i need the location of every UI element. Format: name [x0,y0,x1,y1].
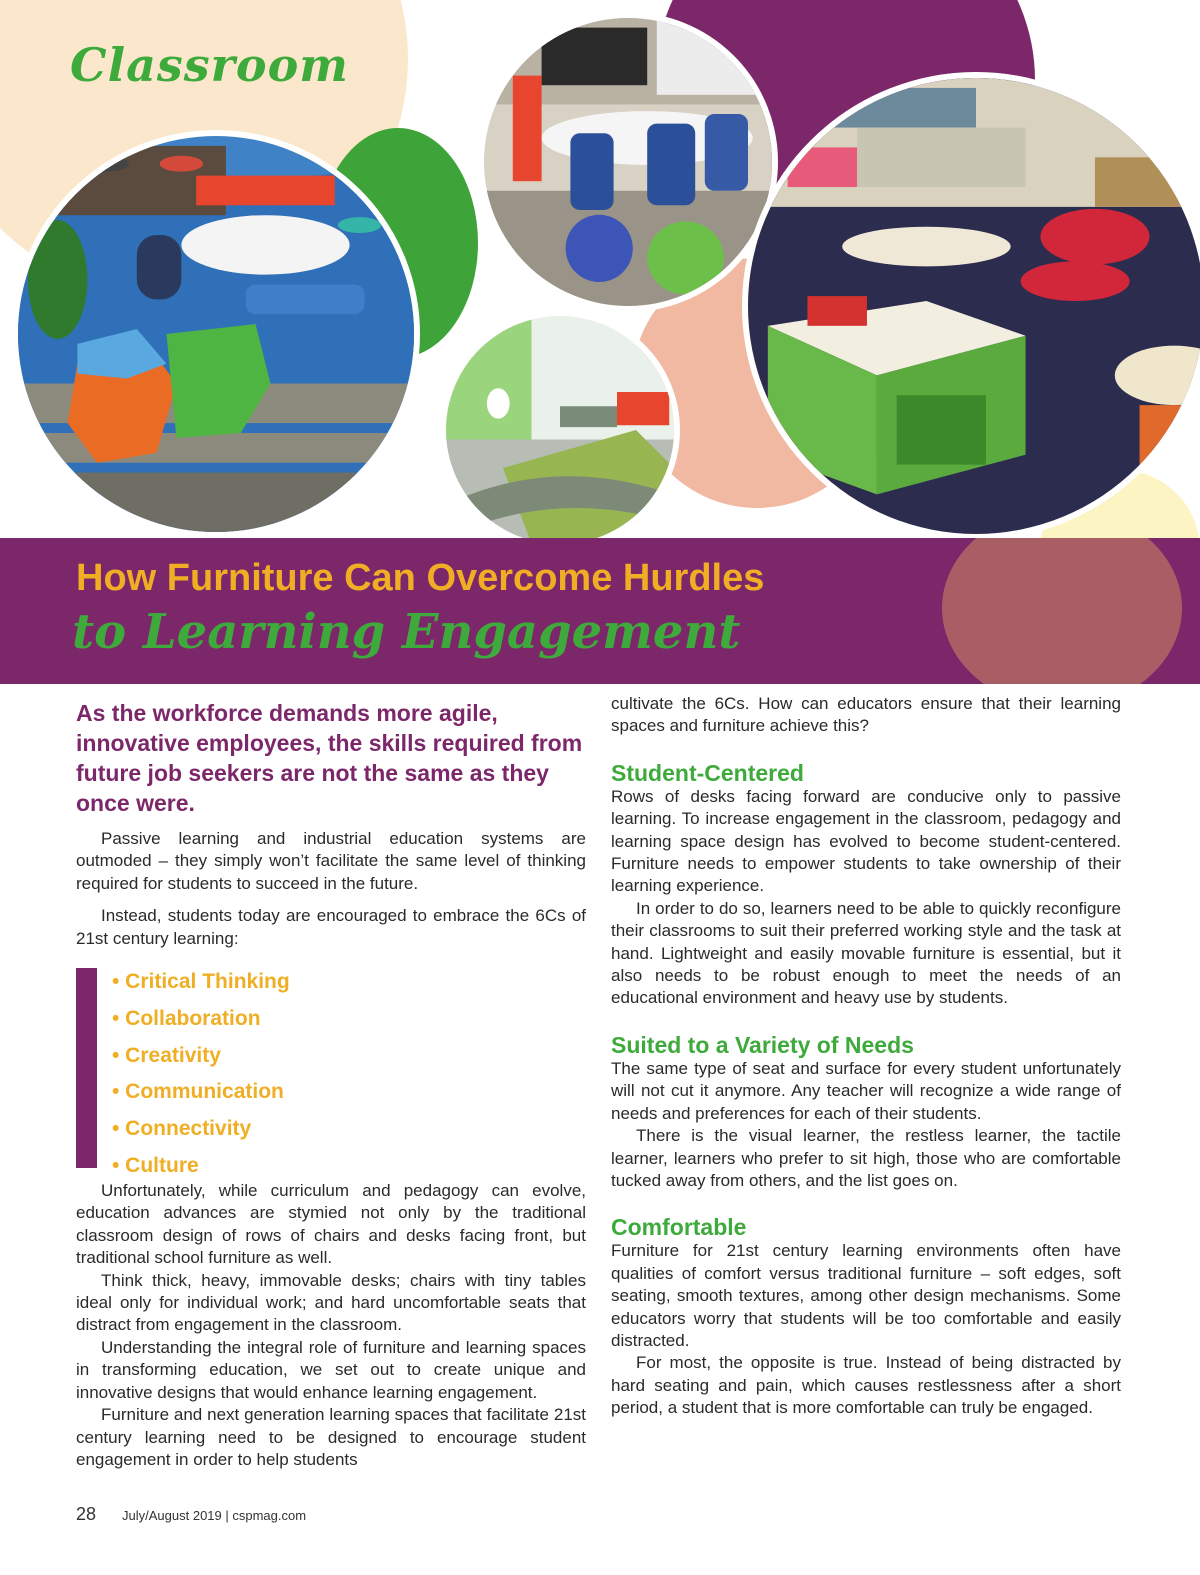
banner-circle-decoration [942,538,1182,684]
headline-banner [0,538,1200,684]
page-number: 28 [76,1504,97,1524]
page-footer [76,1504,306,1525]
body-paragraph: Instead, students today are encouraged to embrace the 6Cs of 21st century learning: [76,906,586,948]
body-paragraph: For most, the opposite is true. Instead of being distracted by hard seating and pain, which causes restlessness after a short period, a student that is more comfortable can truly be engaged. [611,1353,1121,1418]
headline-line-1: How Furniture Can Overcome Hurdles [76,557,765,599]
subheading-student-centered: Student-Centered [611,759,804,786]
body-paragraph: Furniture and next generation learning spaces that facilitate 21st century learning need to be designed to encourage student engagement in order to help students [76,1405,586,1469]
list-item: • Collaboration [112,1006,261,1030]
body-paragraph: The same type of seat and surface for every student unfortunately will not cut it anymore. Any teacher will recognize a wide range of needs and preferences for each of their students. [611,1058,1121,1123]
list-item: • Communication [112,1080,284,1104]
body-paragraph: Furniture for 21st century learning environments often have qualities of comfort versus traditional furniture – soft edges, soft seating, smooth textures, among other design mechanisms. Some educators worry that students will be too comfortable and easily distracted. [611,1241,1121,1350]
lead-paragraph: As the workforce demands more agile, innovative employees, the skills required from future job seekers are not the same as they once were. [76,700,583,816]
list-item: • Creativity [112,1043,221,1067]
six-cs-list [76,964,586,1176]
body-paragraph: Passive learning and industrial education systems are outmoded – they simply won’t facilitate the same level of thinking required for students to succeed in the future. [76,829,586,893]
classroom-photo-tables [742,72,1200,540]
list-item: • Culture [112,1154,199,1178]
right-column [611,693,1121,1420]
classroom-photo-soft-seating [12,130,420,538]
list-item: • Connectivity [112,1117,252,1141]
issue-info: July/August 2019 | cspmag.com [122,1508,307,1523]
body-paragraph: Think thick, heavy, immovable desks; chairs with tiny tables ideal only for individual work; and hard uncomfortable seats that distract from engagement in the classroom. [76,1270,586,1335]
list-item: • Critical Thinking [112,970,290,994]
classroom-photo-lounge [440,310,680,550]
headline-line-2: to Learning Engagement [72,604,741,660]
body-paragraph: cultivate the 6Cs. How can educators ensure that their learning spaces and furniture achieve this? [611,694,1121,736]
section-label: Classroom [70,38,349,92]
list-accent-bar [76,968,97,1168]
body-paragraph: Understanding the integral role of furniture and learning spaces in transforming education, we set out to create unique and innovative designs that would enhance learning engagement. [76,1337,586,1402]
body-paragraph: Unfortunately, while curriculum and pedagogy can evolve, education advances are stymied not only by the traditional classroom design of rows of chairs and desks facing front, but traditional school furniture as well. [76,1181,586,1268]
subheading-comfortable: Comfortable [611,1214,747,1241]
body-paragraph: There is the visual learner, the restless learner, the tactile learner, learners who prefer to sit high, those who are comfortable tucked away from others, and the list goes on. [611,1126,1121,1190]
body-paragraph: In order to do so, learners need to be able to quickly reconfigure their classrooms to suit their preferred working style and the task at hand. Lightweight and easily movable furniture is essential, but it also needs to be robust enough to meet the needs of an educational environment and heavy use by students. [611,898,1121,1008]
subheading-variety-of-needs: Suited to a Variety of Needs [611,1031,914,1058]
left-column [76,698,586,1471]
body-paragraph: Rows of desks facing forward are conducive only to passive learning. To increase engagement in the classroom, pedagogy and learning space design has evolved to become student-centered. Furniture needs to empower students to take ownership of their learning experience. [611,786,1121,896]
classroom-photo-students [478,12,778,312]
